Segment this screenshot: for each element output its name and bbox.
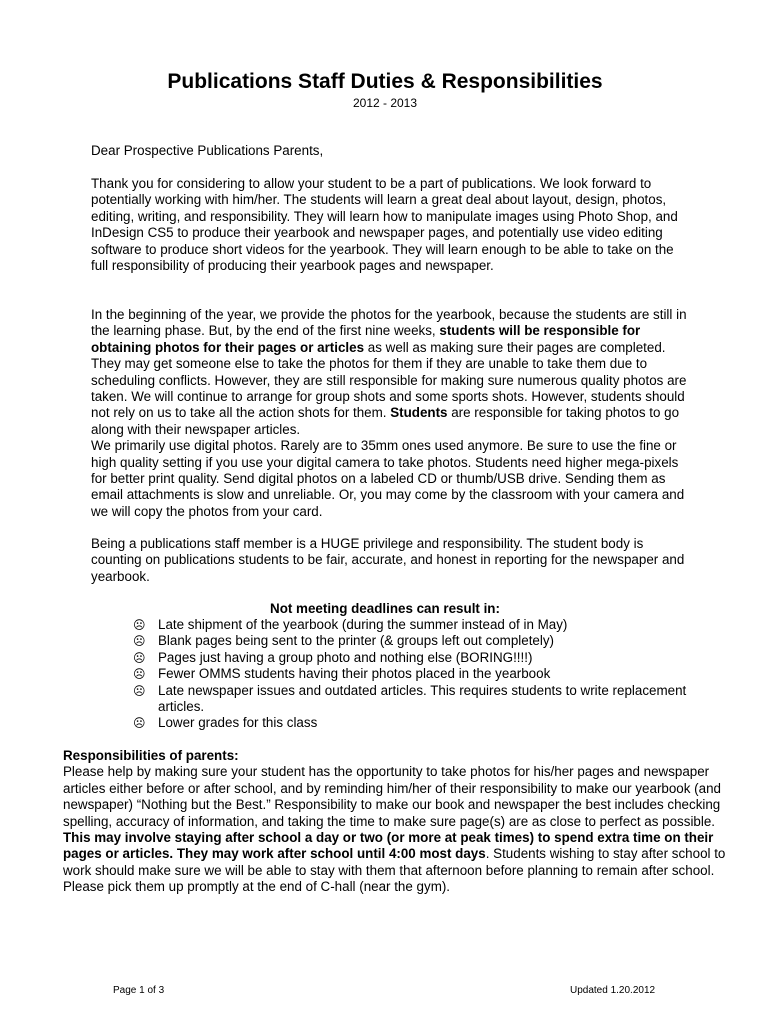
list-item: ☹ Lower grades for this class: [133, 715, 318, 731]
intro-paragraph: Thank you for considering to allow your student to be a part of publications. We look forward to potentially working with him/her. The students will learn a great deal about layout, design, photos, editing, writing, and responsibility. They will learn how to manipulate images using Photo Shop, and InDesign CS5 to produce their yearbook and newspaper pages, and potentially use video editing software to produce short videos for the yearbook. They will learn enough to be able to take on the full responsibility of producing their yearbook pages and newspaper.: [91, 176, 678, 274]
sad-face-icon: ☹: [133, 716, 146, 731]
digital-photos-text: We primarily use digital photos. Rarely are to 35mm ones used anymore. Be sure to use the fine or high quality setting if you use your digital camera to take photos. Students need higher mega-pixels for better print quality. Send digital photos on a labeled CD or thumb/USB drive. Sending them as email attachments is slow and unreliable. Or, you may come by the classroom with your camera and we will copy the photos from your card.: [91, 438, 685, 519]
sad-face-icon: ☹: [133, 650, 146, 665]
list-item: ☹ Late shipment of the yearbook (during the summer instead of in May): [133, 617, 568, 632]
photos-paragraph: [91, 307, 691, 520]
parents-section: [63, 748, 728, 896]
parents-text-c: . Students wishing to stay after school to work should make sure we will be able to stay with them that afternoon before planning to remain after school. Please pick them up promptly at the end of C-hall (near the gym).: [63, 846, 726, 895]
photos-emphasis-1: students will be responsible for obtaining photos for their pages or articles: [91, 323, 641, 355]
privilege-paragraph: Being a publications staff member is a HUGE privilege and responsibility. The student body is counting on publications students to be fair, accurate, and honest in reporting for the newspaper and yearbook.: [91, 536, 685, 584]
sad-face-icon: ☹: [133, 618, 146, 632]
sad-face-icon: ☹: [133, 634, 146, 649]
photos-emphasis-2: Students: [390, 405, 448, 421]
deadlines-list: [133, 617, 693, 732]
deadlines-heading: Not meeting deadlines can result in:: [270, 601, 500, 616]
parents-text-a: Please help by making sure your student has the opportunity to take photos for his/her pages and newspaper articles either before or after school, and by reminding him/her of their responsibility to make our yearbook (and newspaper) “Nothing but the Best.” Responsibility to make our book and newspaper the best includes checking spelling, accuracy of information, and taking the time to make sure page(s) are as close to perfect as possible.: [63, 764, 721, 829]
updated-date: Updated 1.20.2012: [570, 985, 656, 996]
parents-heading: Responsibilities of parents:: [63, 748, 239, 763]
list-item: ☹ Pages just having a group photo and nothing else (BORING!!!!): [133, 649, 533, 665]
photos-text-c: as well as making sure their pages are completed. They may get someone else to take the photos for them if they are unable to take them due to scheduling conflicts. However, they are still responsible for making sure numerous quality photos are taken. We will continue to arrange for group shots and some sports shots. However, students should not rely on us to take all the action shots for them.: [91, 339, 687, 421]
list-item: ☹ Fewer OMMS students having their photos placed in the yearbook: [133, 666, 551, 682]
page-number: Page 1 of 3: [113, 985, 165, 996]
photos-text-a: In the beginning of the year, we provide the photos for the yearbook, because the students are still in the learning phase. But, by the end of the first nine weeks,: [91, 307, 687, 339]
school-year: 2012 - 2013: [352, 96, 418, 110]
parents-emphasis: This may involve staying after school a day or two (or more at peak times) to spend extra time on their pages or articles. They may work after school until 4:00 most days: [63, 830, 714, 862]
page-title: Publications Staff Duties & Responsibilities: [167, 70, 603, 93]
list-item: ☹ Blank pages being sent to the printer (& groups left out completely): [133, 633, 554, 649]
sad-face-icon: ☹: [133, 683, 146, 698]
salutation: Dear Prospective Publications Parents,: [91, 143, 324, 158]
list-item: ☹ Late newspaper issues and outdated articles. This requires students to write replacement articles.: [133, 682, 687, 715]
photos-text-e: are responsible for taking photos to go along with their newspaper articles.: [91, 405, 680, 437]
sad-face-icon: ☹: [133, 667, 146, 682]
